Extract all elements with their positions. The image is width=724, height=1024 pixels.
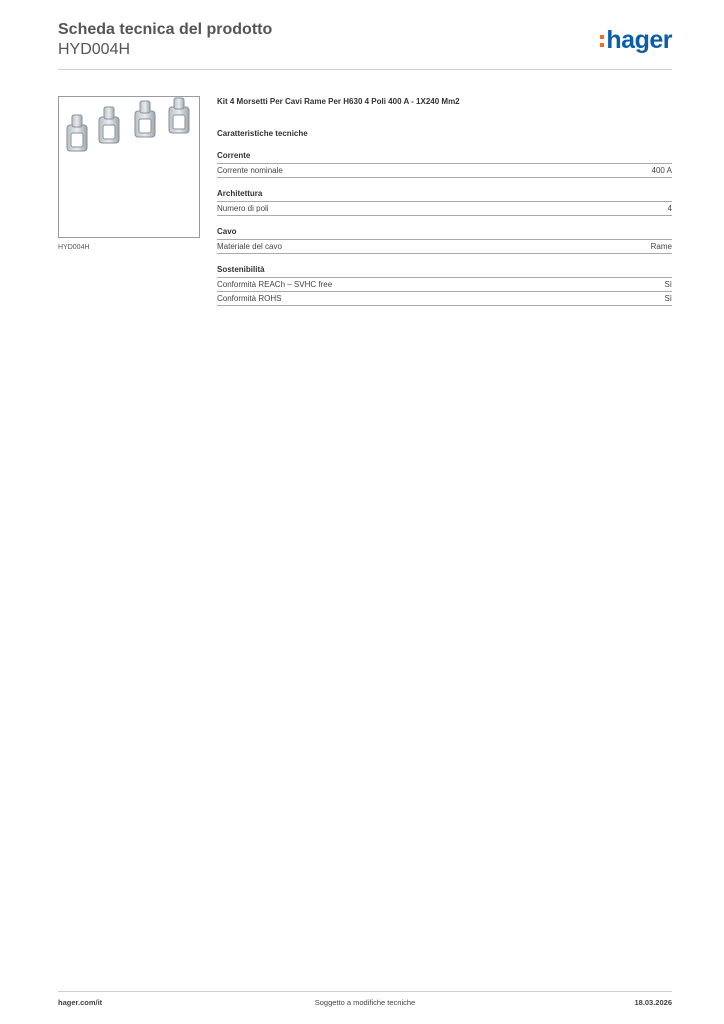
clamp-2 — [99, 107, 119, 143]
spec-row — [217, 240, 672, 254]
spec-row — [217, 202, 672, 216]
group-title: Corrente — [217, 150, 672, 164]
spec-value: 400 A — [651, 166, 672, 175]
group-title: Cavo — [217, 226, 672, 240]
footer-date: 18.03.2026 — [634, 998, 672, 1007]
spec-row — [217, 292, 672, 306]
logo-dots-icon — [600, 33, 604, 49]
spec-row — [217, 164, 672, 178]
spec-value: Sì — [664, 294, 672, 303]
spec-label: Conformità REACh – SVHC free — [217, 280, 333, 289]
page-header — [58, 20, 272, 60]
spec-value: Sì — [664, 280, 672, 289]
product-code: HYD004H — [58, 41, 131, 58]
logo-text: hager — [606, 26, 672, 54]
spec-label: Conformità ROHS — [217, 294, 282, 303]
spec-value: 4 — [667, 204, 672, 213]
product-name: Kit 4 Morsetti Per Cavi Rame Per H630 4 Poli 400 A - 1X240 Mm2 — [217, 97, 460, 106]
footer-note: Soggetto a modifiche tecniche — [314, 998, 416, 1007]
spec-row — [217, 278, 672, 292]
spec-group-corrente — [217, 150, 672, 178]
header-divider — [58, 69, 672, 70]
footer-divider — [58, 991, 672, 992]
clamp-3 — [135, 101, 155, 137]
page-title: Scheda tecnica del prodotto — [58, 21, 273, 38]
spec-label: Corrente nominale — [217, 166, 283, 175]
group-title: Sostenibilità — [217, 264, 672, 278]
spec-heading: Caratteristiche tecniche — [217, 129, 308, 138]
group-title: Architettura — [217, 188, 672, 202]
terminal-clamps-image — [59, 97, 199, 237]
spec-group-architettura — [217, 188, 672, 216]
spec-value: Rame — [650, 242, 672, 251]
spec-group-sostenibilita — [217, 264, 672, 306]
spec-group-cavo — [217, 226, 672, 254]
spec-content — [217, 96, 672, 306]
spec-label: Materiale del cavo — [217, 242, 282, 251]
clamp-1 — [67, 115, 87, 151]
image-caption: HYD004H — [58, 244, 90, 251]
spec-label: Numero di poli — [217, 204, 269, 213]
footer-website-link[interactable]: hager.com/it — [58, 998, 103, 1007]
clamp-4 — [169, 98, 189, 133]
product-image — [58, 96, 200, 238]
hager-logo — [600, 26, 672, 55]
